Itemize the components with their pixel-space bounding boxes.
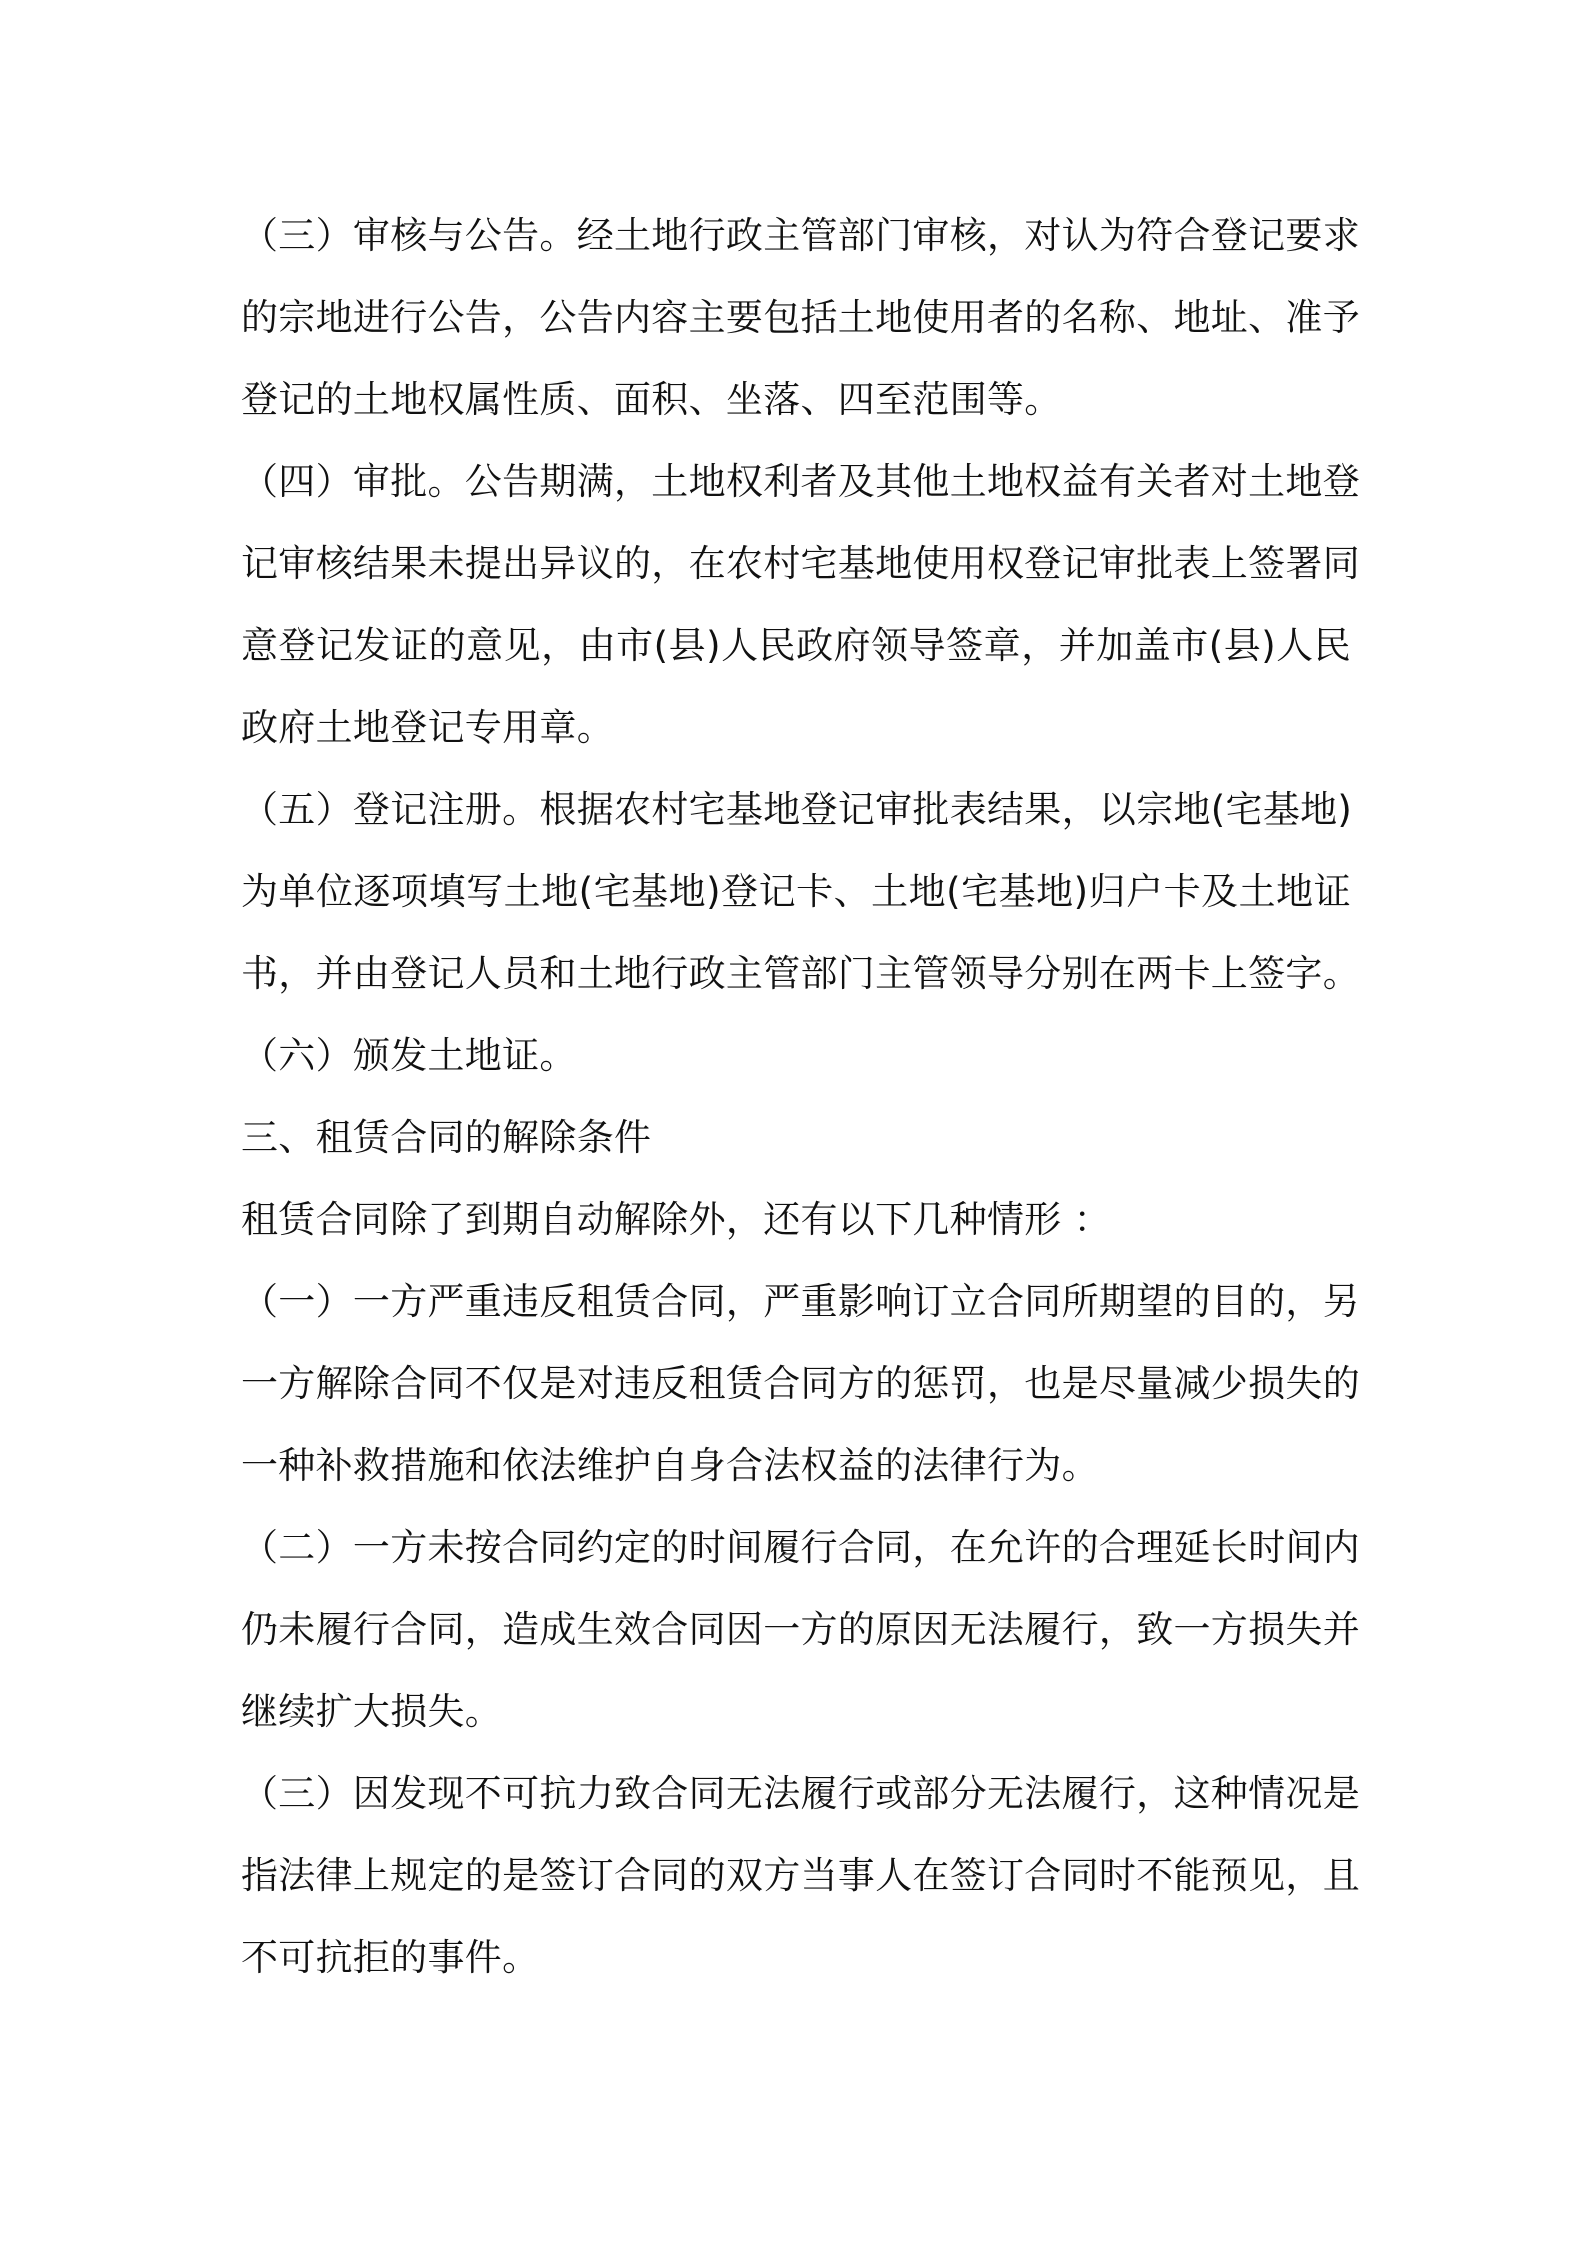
section-heading-lease-termination [241,1097,1351,1179]
text-line: 书，并由登记人员和土地行政主管部门主管领导分别在两卡上签字。 [241,952,1360,995]
paragraph-approval [241,441,1360,769]
text-line: （一）一方严重违反租赁合同，严重影响订立合同所期望的目的，另 [241,1280,1360,1323]
paragraph-registration [241,769,1360,1015]
text-line: 政府土地登记专用章。 [241,706,614,749]
text-line: 继续扩大损失。 [241,1690,503,1733]
paragraph-condition-two [241,1507,1360,1753]
text-line: （五）登记注册。根据农村宅基地登记审批表结果，以宗地(宅基地) [241,788,1353,831]
text-line: （六）颁发土地证。 [241,1034,577,1077]
text-line: （三）因发现不可抗力致合同无法履行或部分无法履行，这种情况是 [241,1772,1360,1815]
text-line: 不可抗拒的事件。 [241,1936,540,1979]
text-line: 意登记发证的意见，由市(县)人民政府领导签章，并加盖市(县)人民 [241,624,1351,667]
text-line: （三）审核与公告。经土地行政主管部门审核，对认为符合登记要求 [241,214,1360,257]
paragraph-lease-intro [241,1179,1351,1261]
text-line: 一方解除合同不仅是对违反租赁合同方的惩罚，也是尽量减少损失的 [241,1362,1360,1405]
text-line: 登记的土地权属性质、面积、坐落、四至范围等。 [241,378,1062,421]
text-line: 为单位逐项填写土地(宅基地)登记卡、土地(宅基地)归户卡及土地证 [241,870,1351,913]
paragraph-issue-certificate [241,1015,1351,1097]
text-line: 的宗地进行公告，公告内容主要包括土地使用者的名称、地址、准予 [241,296,1360,339]
text-line: 一种补救措施和依法维护自身合法权益的法律行为。 [241,1444,1099,1487]
text-line: 记审核结果未提出异议的，在农村宅基地使用权登记审批表上签署同 [241,542,1360,585]
text-line: （二）一方未按合同约定的时间履行合同，在允许的合理延长时间内 [241,1526,1360,1569]
heading-text: 三、租赁合同的解除条件 [241,1116,652,1159]
document-page [241,195,1360,1999]
text-line: 指法律上规定的是签订合同的双方当事人在签订合同时不能预见，且 [241,1854,1360,1897]
paragraph-condition-three [241,1753,1360,1999]
text-line: （四）审批。公告期满，土地权利者及其他土地权益有关者对土地登 [241,460,1360,503]
paragraph-review-announcement [241,195,1360,441]
text-line: 仍未履行合同，造成生效合同因一方的原因无法履行，致一方损失并 [241,1608,1360,1651]
text-line: 租赁合同除了到期自动解除外，还有以下几种情形 ： [241,1198,1111,1241]
paragraph-condition-one [241,1261,1360,1507]
